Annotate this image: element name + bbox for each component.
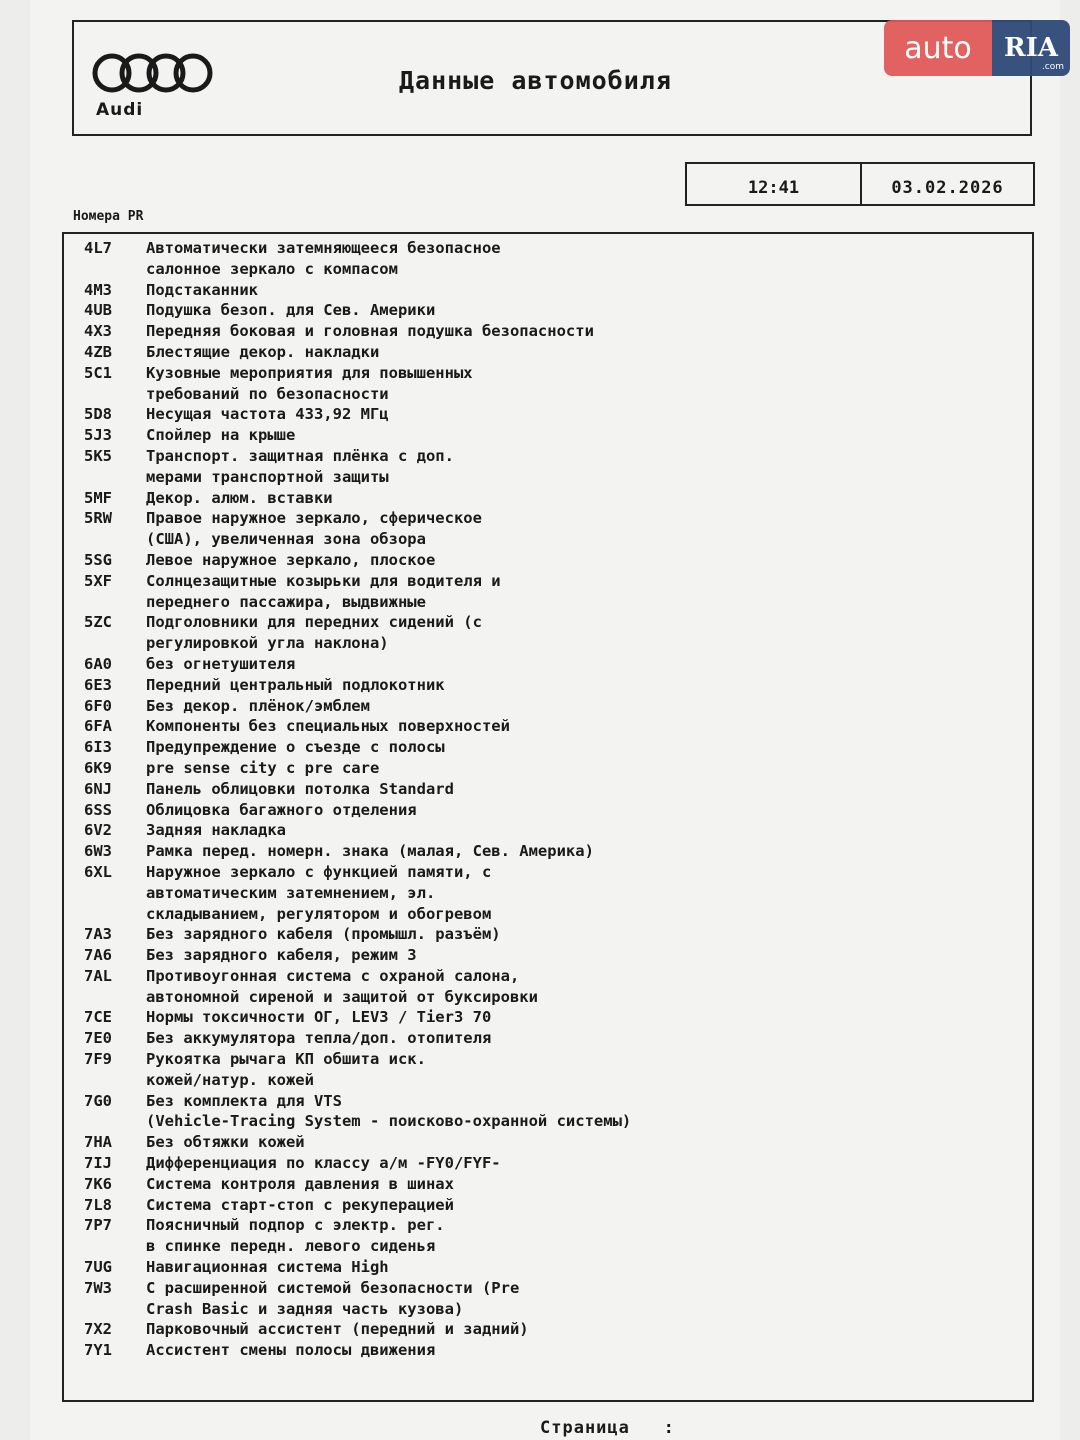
description-line: (СШA), увеличенная зона обзора xyxy=(146,530,426,549)
pr-code: 4M3 xyxy=(84,280,112,299)
description-line: Система старт-стоп с рекуперацией xyxy=(146,1195,454,1214)
pr-code: 7X2 xyxy=(84,1320,112,1339)
pr-code: 4X3 xyxy=(84,322,112,341)
description-line: Подушка безоп. для Сев. Америки xyxy=(146,301,436,320)
pr-description xyxy=(146,1153,1032,1174)
pr-code: 6K9 xyxy=(84,758,112,777)
pr-description xyxy=(146,800,1032,821)
pr-description xyxy=(146,280,1032,301)
pr-code: 5ZC xyxy=(84,613,112,632)
list-item xyxy=(64,1007,1032,1028)
description-line: Предупреждение о съезде с полосы xyxy=(146,738,445,757)
list-item xyxy=(64,238,1032,280)
description-line: Ассистент смены полосы движения xyxy=(146,1341,436,1360)
pr-code: 6NJ xyxy=(84,779,112,798)
description-line: автоматическим затемнением, эл. xyxy=(146,883,436,902)
pr-description xyxy=(146,363,1032,405)
list-item xyxy=(64,800,1032,821)
list-item xyxy=(64,342,1032,363)
list-item xyxy=(64,758,1032,779)
pr-description xyxy=(146,550,1032,571)
pr-code: 7A3 xyxy=(84,925,112,944)
pr-code: 5RW xyxy=(84,509,112,528)
list-item xyxy=(64,571,1032,613)
pr-code: 5XF xyxy=(84,571,112,590)
description-line: Без декор. плёнок/эмблем xyxy=(146,696,370,715)
pr-code: 5C1 xyxy=(84,363,112,382)
list-item xyxy=(64,1049,1032,1091)
list-item xyxy=(64,716,1032,737)
description-line: Панель облицовки потолка Standard xyxy=(146,779,454,798)
pr-description xyxy=(146,404,1032,425)
pr-description xyxy=(146,508,1032,550)
description-line: Crash Basic и задняя часть кузова) xyxy=(146,1299,464,1318)
description-line: Подстаканник xyxy=(146,280,258,299)
list-item xyxy=(64,779,1032,800)
list-item xyxy=(64,1174,1032,1195)
description-line: Несущая частота 433,92 МГц xyxy=(146,405,389,424)
pr-code: 5SG xyxy=(84,550,112,569)
pr-code: 6SS xyxy=(84,800,112,819)
pr-description xyxy=(146,654,1032,675)
list-item xyxy=(64,446,1032,488)
description-line: Парковочный ассистент (передний и задний) xyxy=(146,1320,529,1339)
pr-description xyxy=(146,571,1032,613)
pr-description xyxy=(146,820,1032,841)
description-line: Правое наружное зеркало, сферическое xyxy=(146,509,482,528)
list-item xyxy=(64,737,1032,758)
list-item xyxy=(64,924,1032,945)
list-item xyxy=(64,696,1032,717)
list-item xyxy=(64,321,1032,342)
description-line: Декор. алюм. вставки xyxy=(146,488,333,507)
print-date: 03.02.2026 xyxy=(891,178,1004,198)
pr-code: 4UB xyxy=(84,301,112,320)
description-line: Облицовка багажного отделения xyxy=(146,800,417,819)
pr-description xyxy=(146,488,1032,509)
pr-code: 5MF xyxy=(84,488,112,507)
description-line: автономной сиреной и защитой от буксировки xyxy=(146,987,538,1006)
list-item xyxy=(64,404,1032,425)
brand-name: Audi xyxy=(96,100,144,120)
pr-code: 7W3 xyxy=(84,1278,112,1297)
pr-code: 7UG xyxy=(84,1258,112,1277)
pr-description xyxy=(146,862,1032,924)
description-line: pre sense city с pre care xyxy=(146,758,380,777)
pr-code: 5K5 xyxy=(84,446,112,465)
pr-description xyxy=(146,737,1032,758)
description-line: переднего пассажира, выдвижные xyxy=(146,592,426,611)
pr-code-rows xyxy=(64,234,1032,1361)
pr-description xyxy=(146,945,1032,966)
description-line: С расширенной системой безопасности (Pre xyxy=(146,1278,520,1297)
description-line: салонное зеркало с компасом xyxy=(146,259,398,278)
description-line: складыванием, регулятором и обогревом xyxy=(146,904,492,923)
description-line: Левое наружное зеркало, плоское xyxy=(146,550,436,569)
pr-code: 6I3 xyxy=(84,738,112,757)
description-line: Задняя накладка xyxy=(146,821,286,840)
description-line: кожей/натур. кожей xyxy=(146,1070,314,1089)
description-line: (Vehicle-Tracing System - поисково-охранной системы) xyxy=(146,1112,632,1131)
list-item xyxy=(64,820,1032,841)
description-line: Автоматически затемняющееся безопасное xyxy=(146,239,501,257)
pr-description xyxy=(146,425,1032,446)
description-line: Рукоятка рычага КП обшита иск. xyxy=(146,1050,426,1069)
description-line: Без аккумулятора тепла/доп. отопителя xyxy=(146,1029,492,1048)
pr-code: 7Y1 xyxy=(84,1341,112,1360)
list-item xyxy=(64,1091,1032,1133)
description-line: Дифференциация по классу а/м -FY0/FYF- xyxy=(146,1154,501,1173)
list-item xyxy=(64,425,1032,446)
list-item xyxy=(64,1195,1032,1216)
pr-description xyxy=(146,1007,1032,1028)
pr-description xyxy=(146,716,1032,737)
pr-description xyxy=(146,300,1032,321)
list-item xyxy=(64,675,1032,696)
pr-description xyxy=(146,1174,1032,1195)
description-line: Кузовные мероприятия для повышенных xyxy=(146,363,473,382)
pr-code: 7E0 xyxy=(84,1029,112,1048)
description-line: без огнетушителя xyxy=(146,654,296,673)
pr-description xyxy=(146,675,1032,696)
pr-description xyxy=(146,446,1032,488)
pr-description xyxy=(146,1215,1032,1257)
description-line: Блестящие декор. накладки xyxy=(146,342,380,361)
list-item xyxy=(64,363,1032,405)
audi-rings-logo xyxy=(90,50,214,96)
pr-code: 7K6 xyxy=(84,1174,112,1193)
pr-code: 5J3 xyxy=(84,426,112,445)
page-title: Данные автомобиля xyxy=(399,66,672,95)
list-item xyxy=(64,945,1032,966)
pr-description xyxy=(146,758,1032,779)
list-item xyxy=(64,550,1032,571)
list-item xyxy=(64,280,1032,301)
description-line: Навигационная система High xyxy=(146,1258,389,1277)
pr-code: 7P7 xyxy=(84,1216,112,1235)
description-line: Поясничный подпор с электр. рег. xyxy=(146,1216,445,1235)
description-line: Солнцезащитные козырьки для водителя и xyxy=(146,571,501,590)
description-line: требований по безопасности xyxy=(146,384,389,403)
description-line: Без зарядного кабеля, режим 3 xyxy=(146,946,417,965)
pr-code: 6V2 xyxy=(84,821,112,840)
description-line: Передняя боковая и головная подушка безопасности xyxy=(146,322,594,341)
watermark-auto-label: auto xyxy=(884,20,992,76)
pr-code: 7IJ xyxy=(84,1154,112,1173)
pr-description xyxy=(146,779,1032,800)
list-item xyxy=(64,612,1032,654)
description-line: Компоненты без специальных поверхностей xyxy=(146,717,510,736)
list-item xyxy=(64,1340,1032,1361)
description-line: Подголовники для передних сидений (с xyxy=(146,613,482,632)
pr-description xyxy=(146,1340,1032,1361)
pr-code: 4ZB xyxy=(84,342,112,361)
list-item xyxy=(64,1319,1032,1340)
description-line: Нормы токсичности ОГ, LEV3 / Tier3 70 xyxy=(146,1008,492,1027)
pr-description xyxy=(146,238,1032,280)
auto-ria-watermark xyxy=(884,20,1070,76)
pr-code: 7AL xyxy=(84,966,112,985)
pr-description xyxy=(146,1028,1032,1049)
section-label: Номера PR xyxy=(73,209,144,224)
pr-description xyxy=(146,696,1032,717)
pr-code: 7L8 xyxy=(84,1195,112,1214)
pr-description xyxy=(146,966,1032,1008)
list-item xyxy=(64,966,1032,1008)
description-line: Спойлер на крыше xyxy=(146,426,296,445)
watermark-ria-label xyxy=(992,20,1070,76)
description-line: в спинке передн. левого сиденья xyxy=(146,1237,436,1256)
pr-code: 7G0 xyxy=(84,1091,112,1110)
pr-description xyxy=(146,1257,1032,1278)
pr-code: 6F0 xyxy=(84,696,112,715)
pr-code: 6E3 xyxy=(84,675,112,694)
pr-description xyxy=(146,1278,1032,1320)
list-item xyxy=(64,1028,1032,1049)
pr-description xyxy=(146,1319,1032,1340)
pr-description xyxy=(146,1049,1032,1091)
page-footer: Страница : xyxy=(540,1418,675,1438)
description-line: мерами транспортной защиты xyxy=(146,467,389,486)
description-line: регулировкой угла наклона) xyxy=(146,634,389,653)
pr-code: 7F9 xyxy=(84,1050,112,1069)
pr-description xyxy=(146,841,1032,862)
list-item xyxy=(64,508,1032,550)
list-item xyxy=(64,1132,1032,1153)
list-item xyxy=(64,300,1032,321)
description-line: Наружное зеркало с функцией памяти, с xyxy=(146,862,492,881)
pr-code-list xyxy=(62,232,1034,1402)
pr-code: 7HA xyxy=(84,1133,112,1152)
description-line: Передний центральный подлокотник xyxy=(146,675,445,694)
pr-code: 6FA xyxy=(84,717,112,736)
list-item xyxy=(64,1215,1032,1257)
list-item xyxy=(64,654,1032,675)
list-item xyxy=(64,1257,1032,1278)
pr-description xyxy=(146,924,1032,945)
description-line: Система контроля давления в шинах xyxy=(146,1174,454,1193)
description-line: Транспорт. защитная плёнка с доп. xyxy=(146,446,454,465)
print-time: 12:41 xyxy=(687,164,862,204)
pr-description xyxy=(146,1091,1032,1133)
pr-description xyxy=(146,321,1032,342)
watermark-com-suffix: .com xyxy=(1041,62,1064,72)
pr-code: 4L7 xyxy=(84,239,112,257)
description-line: Без обтяжки кожей xyxy=(146,1133,305,1152)
pr-code: 7A6 xyxy=(84,946,112,965)
pr-description xyxy=(146,1195,1032,1216)
pr-description xyxy=(146,342,1032,363)
pr-description xyxy=(146,612,1032,654)
description-line: Без комплекта для VTS xyxy=(146,1091,342,1110)
pr-description xyxy=(146,1132,1032,1153)
list-item xyxy=(64,841,1032,862)
pr-code: 6A0 xyxy=(84,654,112,673)
pr-code: 7CE xyxy=(84,1008,112,1027)
pr-code: 6W3 xyxy=(84,842,112,861)
watermark-ria-text: RIA xyxy=(1004,33,1058,63)
description-line: Противоугонная система с охраной салона, xyxy=(146,966,520,985)
list-item xyxy=(64,862,1032,924)
timestamp-box xyxy=(685,162,1035,206)
list-item xyxy=(64,1153,1032,1174)
description-line: Рамка перед. номерн. знака (малая, Сев. Америка) xyxy=(146,842,594,861)
list-item xyxy=(64,488,1032,509)
pr-code: 6XL xyxy=(84,862,112,881)
description-line: Без зарядного кабеля (промышл. разъём) xyxy=(146,925,501,944)
pr-code: 5D8 xyxy=(84,405,112,424)
list-item xyxy=(64,1278,1032,1320)
